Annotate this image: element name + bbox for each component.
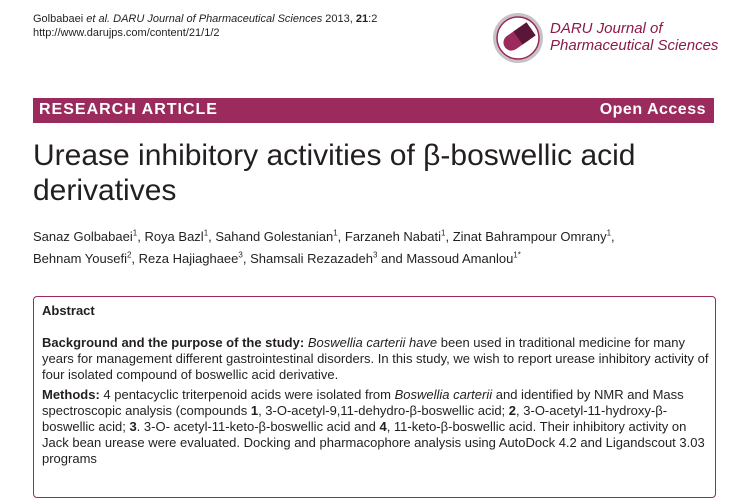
open-access-label: Open Access	[599, 101, 706, 118]
compound-text: . 3-O- acetyl-11-keto-β-boswellic acid and	[136, 419, 380, 434]
abstract-methods	[42, 387, 710, 467]
background-label: Background and the purpose of the study:	[42, 335, 305, 350]
author-name: Farzaneh Nabati	[344, 229, 441, 244]
methods-label: Methods:	[42, 387, 100, 402]
author[interactable]	[215, 229, 337, 244]
citation-volume: 21	[355, 13, 369, 25]
author-list: Sanaz Golbabaei$^1$, Roya Bazl$^1$, Sahand Golestanian$^1$, Farzaneh Nabati$^1$, Zinat Bahrampour Omrany$^1$, Behnam Yousefi$^2$, Reza Hajiaghaee$^3$, Shamsali Rezazadeh$^3$ and Massoud Amanlou$^{1*}$	[33, 228, 615, 266]
citation-issue: :2	[368, 13, 378, 25]
citation-journal: DARU Journal of Pharmaceutical Sciences	[113, 13, 323, 25]
author-affiliation: 1	[333, 228, 338, 238]
compound-text: , 3-O-acetyl-9,11-dehydro-β-boswellic acid;	[258, 403, 509, 418]
author[interactable]	[33, 251, 131, 266]
logo-text	[550, 20, 718, 54]
methods-text: 4 pentacyclic triterpenoid acids were isolated from	[99, 387, 395, 402]
article-url[interactable]: http://www.darujps.com/content/21/1/2	[33, 27, 220, 39]
citation-etal: et al.	[86, 13, 111, 25]
abstract-body	[42, 335, 710, 471]
authors-conjunction: and	[381, 251, 403, 266]
logo-line-1: DARU Journal of	[550, 20, 663, 37]
compound-number: 2	[508, 403, 517, 418]
author-affiliation: 2	[126, 250, 132, 260]
author-affiliation: 3	[238, 250, 243, 260]
author-name: Reza Hajiaghaee	[138, 251, 239, 266]
author-affiliation: 1*	[513, 250, 521, 260]
abstract-box	[33, 296, 716, 498]
journal-logo	[492, 12, 732, 68]
author-name: Shamsali Rezazadeh	[250, 251, 373, 266]
compound-text: , 11-keto-β-boswellic acid. Their inhibitory activity on Jack bean urease were evaluated. Docking and pharmacophore analysis using AutoDock 4.2 and Ligandscout 3.03 programs	[42, 419, 705, 466]
compound-text: , 3-O-acetyl-11-hydroxy-β-boswellic acid;	[42, 403, 668, 434]
author-affiliation: 1	[132, 228, 138, 238]
author-affiliation: 3	[372, 250, 378, 260]
article-type-label: RESEARCH ARTICLE	[39, 101, 218, 118]
compound-number: 3	[129, 419, 137, 434]
background-species: Boswellia carterii have	[307, 335, 438, 350]
compound-number: 4	[379, 419, 387, 434]
citation-year: 2013,	[325, 13, 353, 25]
author[interactable]	[406, 251, 521, 266]
abstract-heading: Abstract	[42, 303, 95, 318]
compound-number: 1	[250, 403, 259, 418]
author-name: Massoud Amanlou	[406, 251, 514, 266]
author-name: Roya Bazl	[144, 229, 204, 244]
abstract-background	[42, 335, 710, 383]
author-name: Zinat Bahrampour Omrany	[452, 229, 607, 244]
author-name: Sahand Golestanian	[215, 229, 334, 244]
author-affiliation: 1	[606, 228, 612, 238]
methods-text: and identified by NMR and Mass spectroscopic analysis (compounds	[42, 387, 684, 418]
author-affiliation: 1	[203, 228, 209, 238]
capsule-logo-icon	[492, 12, 544, 64]
methods-species: Boswellia carterii	[394, 387, 493, 402]
author-affiliation: 1	[441, 228, 446, 238]
author[interactable]	[33, 229, 137, 244]
author[interactable]	[250, 251, 377, 266]
citation-author: Golbabaei	[33, 13, 84, 25]
article-type-banner	[33, 98, 714, 123]
journal-citation	[33, 12, 377, 26]
author[interactable]	[144, 229, 208, 244]
author-name: Sanaz Golbabaei	[33, 229, 133, 244]
author-name: Behnam Yousefi	[33, 251, 127, 266]
logo-line-2: Pharmaceutical Sciences	[550, 37, 719, 54]
citation-header	[33, 12, 377, 40]
author[interactable]	[345, 229, 446, 244]
article-title: Urease inhibitory activities of β-boswellic acid derivatives	[33, 139, 636, 207]
author[interactable]	[453, 229, 611, 244]
author[interactable]	[139, 251, 243, 266]
background-text: been used in traditional medicine for many years for management different gastrointestinal disorders. In this study, we wish to report urease inhibitory activity of four isolated compound of boswellic acid derivative.	[42, 335, 709, 382]
